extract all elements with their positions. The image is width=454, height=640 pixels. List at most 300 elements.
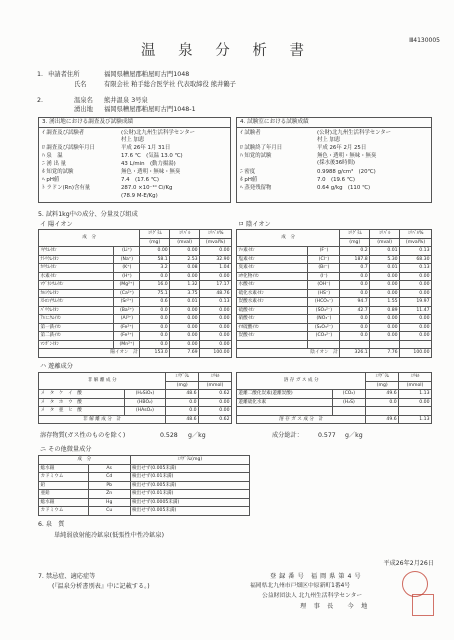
anion-row-cell: (SO₄²⁻) xyxy=(308,306,340,315)
anion-row-cell: 0.0 xyxy=(340,323,370,332)
anion-header-mval-unit: (mval) xyxy=(370,238,400,247)
lab-row-label: ﾛ 試験終了年月日 xyxy=(240,145,283,151)
cation-row-cell: 0.6 xyxy=(140,298,170,307)
anion-row-cell: 0.00 xyxy=(400,281,432,290)
section-3-title: 3. 湧出地における調査及び試験成績 xyxy=(42,119,134,125)
cation-row-cell: 0.00 xyxy=(200,247,232,256)
dissolved-gas-row-cell xyxy=(332,407,366,416)
lab-row-value: 村上 加恵 xyxy=(317,137,341,143)
anion-row-cell: 0.00 xyxy=(400,272,432,281)
trace-row-cell: Pb xyxy=(88,481,130,490)
anion-row-cell: (I⁻) xyxy=(308,272,340,281)
cation-row-cell: 0.00 xyxy=(200,306,232,315)
cation-row-cell: (Na⁺) xyxy=(114,255,140,264)
survey-row-value: 17.6 ℃ (気温 13.0 ℃) xyxy=(121,153,183,159)
cation-total-label: 陽イオン 計 xyxy=(39,349,140,358)
dissolved-matter-value: 0.528 xyxy=(160,432,178,439)
cation-table xyxy=(38,229,232,358)
dissolved-gas-row-cell: (CO₂) xyxy=(332,390,366,399)
cation-row-cell: (Mg²⁺) xyxy=(114,281,140,290)
anion-row-cell: 0.00 xyxy=(400,323,432,332)
dissolved-gas-body xyxy=(237,390,432,416)
dissolved-gas-row-cell: (H₂S) xyxy=(332,398,366,407)
total-components-unit: g／kg xyxy=(345,432,363,439)
cation-row xyxy=(39,298,232,307)
lab-row-value: 7.0 (19.6 ℃) xyxy=(317,177,355,183)
cation-row-cell: 0.01 xyxy=(170,298,200,307)
survey-row-value: 無色・透明・無味・無臭 xyxy=(121,169,181,175)
dissolved-gas-header-mg: ﾐﾘｸﾞﾗﾑ xyxy=(366,373,399,382)
cation-header-mval-unit: (mval) xyxy=(170,238,200,247)
anion-row xyxy=(237,247,432,256)
dissolved-gas-total-label: 溶 存 ガ ス 成 分 計 xyxy=(237,415,366,424)
dissolved-gas-row-cell: 49.6 xyxy=(366,390,399,399)
cation-row xyxy=(39,315,232,324)
anion-row xyxy=(237,332,432,341)
non-dissociated-body xyxy=(39,390,232,416)
issuer-director: 理 事 長 今 地 xyxy=(300,603,368,610)
field-survey-box xyxy=(38,117,231,203)
trace-row xyxy=(39,498,250,507)
non-dissociated-row-cell: 0.0 xyxy=(166,407,199,416)
cation-row-cell: 0.00 xyxy=(170,247,200,256)
non-dissociated-total-mmol: 0.62 xyxy=(199,415,232,424)
cation-row xyxy=(39,332,232,341)
cation-row-cell: ﾏｸﾞﾈｼｳﾑｲｵﾝ xyxy=(39,281,114,290)
registration-number: 登 録 番 号 福 岡 県 第 4 号 xyxy=(270,573,362,580)
trace-header-component: 成 分 xyxy=(39,456,131,465)
non-dissociated-row xyxy=(39,407,232,416)
trace-row-cell: 総水銀 xyxy=(39,464,89,473)
free-components-title: ハ 遊離成分 xyxy=(40,363,73,370)
dissolved-matter-unit: g／kg xyxy=(188,432,206,439)
anion-header-mval-pct: ﾐﾘﾊﾞﾙ% xyxy=(400,230,432,239)
section-4-title: 4. 試験室における試験成績 xyxy=(240,119,309,125)
anion-header-component: 成 分 xyxy=(237,230,340,247)
anion-row-cell: ﾖｳ化物ｲｵﾝ xyxy=(237,272,308,281)
dissolved-gas-row xyxy=(237,398,432,407)
cation-total-mg: 153.0 xyxy=(140,349,170,358)
anion-row-cell: 0.00 xyxy=(370,289,400,298)
cation-header-mval: ﾐﾘﾊﾞﾙ xyxy=(170,230,200,239)
anion-row xyxy=(237,289,432,298)
dissolved-gas-row-cell: 0.0 xyxy=(366,398,399,407)
cation-row-cell: ﾘﾁｳﾑｲｵﾝ xyxy=(39,247,114,256)
applicant-name: 有限会社 粕手総合医学社 代表取締役 熊井鶴子 xyxy=(104,81,236,88)
survey-row-value: (公財)北九州生活科学センター xyxy=(121,130,196,136)
non-dissociated-row-cell: メ タ ホ ウ 酸 xyxy=(39,398,125,407)
anion-row-cell: (NO₃⁻) xyxy=(308,315,340,324)
cation-row-cell: 58.1 xyxy=(140,255,170,264)
dissolved-matter-label: 溶存物質(ガス性のものを除く) xyxy=(40,432,126,439)
non-dissociated-row-cell: メ タ ケ イ 酸 xyxy=(39,390,125,399)
anion-row-cell: 塩素ｲｵﾝ xyxy=(237,255,308,264)
section-7-text: (『温泉分析書別表』中に記載する。) xyxy=(52,583,150,590)
anion-header-mg: ﾐﾘｸﾞﾗﾑ xyxy=(340,230,370,239)
anion-row-cell: 19.97 xyxy=(400,298,432,307)
trace-header-value: ﾐﾘｸﾞﾗﾑ(mg) xyxy=(130,456,249,465)
cation-header-pct-unit: (mval%) xyxy=(200,238,232,247)
anion-row-cell: 0.00 xyxy=(370,281,400,290)
trace-components-title: ニ その他微量成分 xyxy=(40,446,92,453)
trace-row xyxy=(39,473,250,482)
section-5-title: 5. 試料1kg中の成分、分量及び組成 xyxy=(38,211,138,218)
cation-row xyxy=(39,281,232,290)
cation-row-cell: 0.0 xyxy=(140,315,170,324)
anion-row-cell xyxy=(370,340,400,349)
trace-row-cell: 検出せず(0.01未満) xyxy=(130,473,249,482)
anion-row xyxy=(237,323,432,332)
anion-row-cell: ﾁｵ硫酸ｲｵﾝ xyxy=(237,323,308,332)
cation-row-cell: 0.0 xyxy=(140,323,170,332)
cation-title: イ 陽イオン xyxy=(40,221,73,228)
cation-row-cell: (Li⁺) xyxy=(114,247,140,256)
cation-row xyxy=(39,264,232,273)
cation-row-cell: ﾏﾝｶﾞﾝｲｵﾝ xyxy=(39,340,114,349)
trace-row-cell: 亜鉛 xyxy=(39,490,89,499)
anion-row-cell: 硝酸ｲｵﾝ xyxy=(237,315,308,324)
cation-row xyxy=(39,247,232,256)
anion-row-cell: (HCO₃⁻) xyxy=(308,298,340,307)
cation-row-cell: ｽﾄﾛﾝﾁｳﾑｲｵﾝ xyxy=(39,298,114,307)
cation-row-cell: 0.0 xyxy=(140,272,170,281)
cation-row xyxy=(39,272,232,281)
anion-row xyxy=(237,298,432,307)
applicant-address: 福岡県糟屋郡粕屋町古門1048 xyxy=(104,71,190,78)
cation-row-cell: ｶﾙｼｳﾑｲｵﾝ xyxy=(39,289,114,298)
anion-row-cell xyxy=(308,340,340,349)
anion-row-cell: (HS⁻) xyxy=(308,289,340,298)
non-dissociated-row-cell: (H₂SiO₃) xyxy=(124,390,166,399)
lab-row-value: 無色・透明・無味・無臭 xyxy=(317,153,377,159)
non-dissociated-total-row xyxy=(39,415,232,424)
anion-row-cell: 187.8 xyxy=(340,255,370,264)
anion-row-cell: 0.00 xyxy=(400,332,432,341)
cation-row-cell: (H⁺) xyxy=(114,272,140,281)
anion-row-cell: 0.0 xyxy=(340,315,370,324)
anion-row xyxy=(237,340,432,349)
anion-row xyxy=(237,272,432,281)
dissolved-gas-total-mg: 49.6 xyxy=(366,415,399,424)
survey-row-value: 平成 26年 1月 31日 xyxy=(121,145,171,151)
trace-row-cell: 検出せず(0.005未満) xyxy=(130,481,249,490)
cation-row-cell: 17.17 xyxy=(200,281,232,290)
trace-row xyxy=(39,507,250,516)
anion-row-cell: 0.01 xyxy=(370,264,400,273)
cation-row-cell: 0.00 xyxy=(200,272,232,281)
anion-row-cell: (CO₃²⁻) xyxy=(308,332,340,341)
cation-row-cell: 3.75 xyxy=(170,289,200,298)
cation-row-cell: 75.1 xyxy=(140,289,170,298)
anion-row-cell: 0.7 xyxy=(340,264,370,273)
cation-row xyxy=(39,289,232,298)
dissolved-gas-row xyxy=(237,390,432,399)
dissolved-gas-row-cell: 遊離二酸化炭素(遊離炭酸) xyxy=(237,390,333,399)
cation-row-cell: 0.00 xyxy=(170,315,200,324)
anion-row-cell: 水酸ｲｵﾝ xyxy=(237,281,308,290)
lab-row-label: ﾊ 知覚的試験 xyxy=(240,153,272,159)
trace-row-cell: カドミウム xyxy=(39,507,89,516)
anion-row-cell xyxy=(400,340,432,349)
anion-row-cell: 0.89 xyxy=(370,306,400,315)
anion-row-cell: 0.13 xyxy=(400,264,432,273)
document-number: Ⅲ4130005 xyxy=(409,37,440,44)
cation-row-cell: (Fe²⁺) xyxy=(114,323,140,332)
survey-row-value: 43 L/min (動力揚湯) xyxy=(121,161,176,167)
spring-location-label: 湧出地 xyxy=(74,106,93,113)
survey-row-value: 287.0 ×10⁻¹⁰ Ci/Kg xyxy=(121,185,173,191)
anion-row-cell: 68.30 xyxy=(400,255,432,264)
anion-row-cell: (Br⁻) xyxy=(308,264,340,273)
dissolved-gas-table xyxy=(236,372,432,424)
anion-row-cell: 0.00 xyxy=(370,332,400,341)
cation-row-cell: 1.04 xyxy=(200,264,232,273)
non-dissociated-header-mg-unit: (mg) xyxy=(166,381,199,390)
issuer-address: 福岡県北九州市戸畑区中原新町1番4号 xyxy=(250,583,351,589)
cation-table-body xyxy=(39,247,232,349)
dissolved-gas-row-cell xyxy=(366,407,399,416)
non-dissociated-row-cell: (HBO₂) xyxy=(124,398,166,407)
cation-row-cell: 2.53 xyxy=(170,255,200,264)
spring-name-label: 温泉名 xyxy=(74,97,93,104)
cation-row-cell: 0.00 xyxy=(200,315,232,324)
cation-row xyxy=(39,340,232,349)
anion-row xyxy=(237,255,432,264)
spring-quality: 単純弱放射能冷鉱泉(低張性中性冷鉱泉) xyxy=(54,532,165,539)
dissolved-gas-header-mg-unit: (mg) xyxy=(366,381,399,390)
survey-row-label: ｲ 調査及び試験者 xyxy=(42,130,85,136)
dissolved-gas-row-cell: 1.13 xyxy=(399,390,432,399)
cation-row-cell: 0.00 xyxy=(170,340,200,349)
lab-row-label: ﾆ 密度 xyxy=(240,169,256,175)
non-dissociated-total-label: 非 解 離 成 分 計 xyxy=(39,415,166,424)
lab-row-value: 平成 26年 2月 25日 xyxy=(317,145,367,151)
cation-row-cell: 第一鉄ｲｵﾝ xyxy=(39,323,114,332)
anion-row-cell xyxy=(340,340,370,349)
lab-row-label: ﾎ pH値 xyxy=(240,177,258,183)
lab-test-box xyxy=(236,117,432,203)
trace-components-table xyxy=(38,455,250,516)
spring-location: 福岡県糟屋郡粕屋町古門1048-1 xyxy=(104,106,196,113)
issue-date: 平成26年2月26日 xyxy=(383,560,434,567)
anion-row-cell: 11.47 xyxy=(400,306,432,315)
anion-row-cell: 0.01 xyxy=(370,247,400,256)
cation-row-cell: 0.00 xyxy=(140,247,170,256)
cation-row xyxy=(39,306,232,315)
dissolved-gas-total-mmol: 1.13 xyxy=(399,415,432,424)
non-dissociated-row-cell: メ タ 亜 ヒ 酸 xyxy=(39,407,125,416)
anion-row-cell: 0.00 xyxy=(370,315,400,324)
cation-header-mval-pct: ﾐﾘﾊﾞﾙ% xyxy=(200,230,232,239)
total-components-value: 0.577 xyxy=(318,432,336,439)
cation-row-cell: (Mn²⁺) xyxy=(114,340,140,349)
issuer-organization: 公益財団法人 北九州生活科学センター xyxy=(262,593,363,599)
cation-row-cell: ﾅﾄﾘｳﾑｲｵﾝ xyxy=(39,255,114,264)
non-dissociated-table xyxy=(38,372,232,424)
cation-header-mg: ﾐﾘｸﾞﾗﾑ xyxy=(140,230,170,239)
cation-row-cell: 第二鉄ｲｵﾝ xyxy=(39,332,114,341)
non-dissociated-header: 非 解 離 成 分 xyxy=(39,373,166,390)
cation-row-cell: 0.00 xyxy=(170,306,200,315)
anion-header-pct-unit: (mval%) xyxy=(400,238,432,247)
survey-row-label: ﾊ 泉 温 xyxy=(42,153,63,159)
trace-row-cell: Cd xyxy=(88,473,130,482)
lab-row-value: 0.9988 g/cm³ (20℃) xyxy=(317,169,376,175)
cation-row-cell: 0.13 xyxy=(200,298,232,307)
cation-row-cell: 0.0 xyxy=(140,340,170,349)
anion-row-cell: 0.00 xyxy=(400,315,432,324)
applicant-name-label: 氏名 xyxy=(74,81,87,88)
anion-row-cell: 0.00 xyxy=(370,323,400,332)
trace-row xyxy=(39,490,250,499)
cation-row-cell: 1.32 xyxy=(170,281,200,290)
cation-total-mval: 7.69 xyxy=(170,349,200,358)
survey-row-label: ﾄ ラドン(Rn)含有量 xyxy=(42,185,91,191)
cation-header-component: 成 分 xyxy=(39,230,140,247)
trace-row-cell: Hg xyxy=(88,498,130,507)
anion-total-pct: 100.00 xyxy=(400,349,432,358)
anion-row-cell: 42.7 xyxy=(340,306,370,315)
dissolved-gas-row-cell xyxy=(399,407,432,416)
trace-row xyxy=(39,481,250,490)
dissolved-gas-header: 溶 存 ガ ス 成 分 xyxy=(237,373,366,390)
anion-header-mg-unit: (mg) xyxy=(340,238,370,247)
non-dissociated-row-cell: 0.00 xyxy=(199,398,232,407)
cation-row xyxy=(39,255,232,264)
document-title: 温 泉 分 析 書 xyxy=(141,43,313,59)
trace-row-cell: 検出せず(0.005未満) xyxy=(130,507,249,516)
cation-row-cell: 0.00 xyxy=(170,323,200,332)
trace-row-cell: As xyxy=(88,464,130,473)
anion-header-mval: ﾐﾘﾊﾞﾙ xyxy=(370,230,400,239)
cation-row xyxy=(39,323,232,332)
cation-row-cell: (Ca²⁺) xyxy=(114,289,140,298)
anion-row-cell: 硫酸ｲｵﾝ xyxy=(237,306,308,315)
lab-row-value: (公財)北九州生活科学センター xyxy=(317,130,392,136)
trace-row-cell: 鉛 xyxy=(39,481,89,490)
lab-row-label: ﾍ 蒸発残留物 xyxy=(240,185,272,191)
cation-row-cell: 16.0 xyxy=(140,281,170,290)
cation-total-pct: 100.00 xyxy=(200,349,232,358)
anion-row xyxy=(237,264,432,273)
dissolved-gas-row-cell: 遊離硫化水素 xyxy=(237,398,333,407)
section-1-number: 1. xyxy=(37,71,44,78)
anion-row-cell: 5.30 xyxy=(370,255,400,264)
dissolved-gas-total-row xyxy=(237,415,432,424)
anion-row-cell: ﾌｯ素ｲｵﾝ xyxy=(237,247,308,256)
anion-row-cell: 硫化水素ｲｵﾝ xyxy=(237,289,308,298)
anion-row-cell: (OH⁻) xyxy=(308,281,340,290)
anion-total-label: 陰イオン 計 xyxy=(237,349,340,358)
cation-row-cell: 0.0 xyxy=(140,306,170,315)
anion-row-cell: 臭素ｲｵﾝ xyxy=(237,264,308,273)
cation-header-mg-unit: (mg) xyxy=(140,238,170,247)
anion-row-cell: 0.00 xyxy=(400,289,432,298)
non-dissociated-row-cell: (HAsO₂) xyxy=(124,407,166,416)
anion-row-cell: 0.00 xyxy=(370,272,400,281)
non-dissociated-header-mmol-unit: (mmol) xyxy=(199,381,232,390)
cation-row-cell: 0.08 xyxy=(170,264,200,273)
dissolved-gas-row xyxy=(237,407,432,416)
anion-row xyxy=(237,315,432,324)
survey-row-value: 村上 加恵 xyxy=(121,137,145,143)
director-seal-stamp xyxy=(412,594,434,616)
trace-row-cell: 総水銀 xyxy=(39,498,89,507)
dissolved-gas-row-cell xyxy=(237,407,333,416)
non-dissociated-header-mg: ﾐﾘｸﾞﾗﾑ xyxy=(166,373,199,382)
cation-row-cell: 32.90 xyxy=(200,255,232,264)
cation-row-cell: 0.0 xyxy=(140,332,170,341)
anion-table-body xyxy=(237,247,432,349)
anion-row xyxy=(237,281,432,290)
anion-row-cell xyxy=(237,340,308,349)
section-2-number: 2. xyxy=(37,97,44,104)
cation-row-cell: 水素ｲｵﾝ xyxy=(39,272,114,281)
anion-row-cell: 0.2 xyxy=(340,247,370,256)
trace-row-cell: Zn xyxy=(88,490,130,499)
cation-row-cell: 0.00 xyxy=(170,272,200,281)
cation-row-cell: 0.00 xyxy=(170,332,200,341)
cation-total-row xyxy=(39,349,232,358)
section-7-title: 7. 禁忌症、適応症等 xyxy=(38,573,96,580)
section-6-title: 6. 泉 質 xyxy=(38,521,65,528)
cation-row-cell: (Fe³⁺) xyxy=(114,332,140,341)
lab-row-label: ｲ 試験者 xyxy=(240,130,261,136)
non-dissociated-header-mmol: ﾐﾘﾓﾙ xyxy=(199,373,232,382)
trace-row-cell: 検出せず(0.01未満) xyxy=(130,490,249,499)
cation-row-cell: 48.76 xyxy=(200,289,232,298)
survey-row-label: ﾆ 湧 出 量 xyxy=(42,161,67,167)
spring-name: 熊井温泉 3号泉 xyxy=(104,97,148,104)
trace-table-body xyxy=(39,464,250,515)
anion-total-mval: 7.76 xyxy=(370,349,400,358)
anion-total-row xyxy=(237,349,432,358)
trace-row-cell: 検出せず(0.005未満) xyxy=(130,464,249,473)
anion-row-cell: (S₂O₃²⁻) xyxy=(308,323,340,332)
anion-row xyxy=(237,306,432,315)
non-dissociated-row-cell: 0.00 xyxy=(199,407,232,416)
cation-row-cell: 3.2 xyxy=(140,264,170,273)
anion-row-cell: 0.13 xyxy=(400,247,432,256)
cation-row-cell: (Ba²⁺) xyxy=(114,306,140,315)
anion-row-cell: 0.0 xyxy=(340,272,370,281)
non-dissociated-row xyxy=(39,398,232,407)
cation-row-cell: ｱﾙﾐﾆｳﾑｲｵﾝ xyxy=(39,315,114,324)
lab-row-value: (採水後36時間) xyxy=(317,160,356,166)
trace-row xyxy=(39,464,250,473)
anion-row-cell: 0.0 xyxy=(340,289,370,298)
anion-row-cell: 1.55 xyxy=(370,298,400,307)
cation-row-cell: 0.00 xyxy=(200,340,232,349)
non-dissociated-row-cell: 48.6 xyxy=(166,390,199,399)
cation-row-cell: ｶﾘｳﾑｲｵﾝ xyxy=(39,264,114,273)
applicant-address-label: 申請者住所 xyxy=(48,71,80,78)
survey-row-label: ﾛ 調査及び試験年月日 xyxy=(42,145,95,151)
total-components-label: 成分総計： xyxy=(272,432,303,439)
trace-row-cell: 検出せず(0.0005未満) xyxy=(130,498,249,507)
anion-row-cell: (Cl⁻) xyxy=(308,255,340,264)
survey-row-label: ﾎ 知覚的試験 xyxy=(42,169,74,175)
dissolved-gas-header-mmol-unit: (mmol) xyxy=(399,381,432,390)
cation-row-cell: (Al³⁺) xyxy=(114,315,140,324)
survey-row-value: (78.9 M-E/Kg) xyxy=(121,193,158,199)
non-dissociated-total-mg: 48.6 xyxy=(166,415,199,424)
anion-row-cell: 0.0 xyxy=(340,332,370,341)
cation-row-cell: (K⁺) xyxy=(114,264,140,273)
non-dissociated-row xyxy=(39,390,232,399)
anion-row-cell: 炭酸水素ｲｵﾝ xyxy=(237,298,308,307)
lab-row-value: 0.64 g/kg (110 ℃) xyxy=(317,185,371,191)
